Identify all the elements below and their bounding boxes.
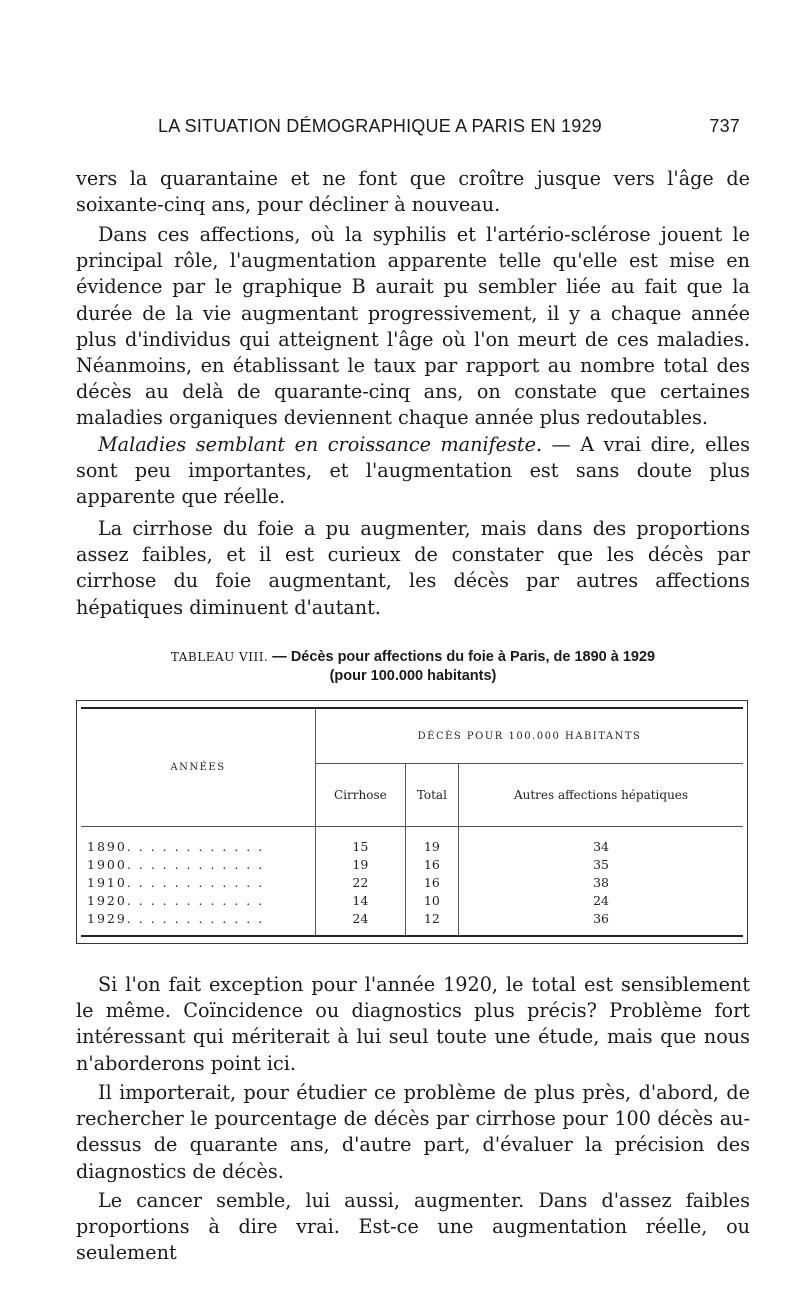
cell-autres: 35	[593, 856, 609, 872]
data-table-frame	[76, 700, 748, 944]
cell-year: 1890. . . . . . . . . . . .	[81, 827, 316, 856]
cell-year: 1910. . . . . . . . . . . .	[81, 873, 316, 891]
cell-total: 16	[405, 873, 458, 891]
cell-autres: 34	[593, 838, 609, 854]
cell-autres: 24	[593, 892, 609, 908]
paragraph-3-text: — A vrai dire, elles sont peu importantes, et l'augmentation est sans doute plus apparente que réelle.	[76, 433, 750, 509]
header-title: LA SITUATION DÉMOGRAPHIQUE A PARIS EN 1929	[158, 116, 602, 136]
paragraph-5: Si l'on fait exception pour l'année 1920, le total est sensiblement le même. Coïncidence ou diagnostics plus précis? Problème fort intéressant qui mériterait à lui seul toute une étude, mais que nous n'aborderons point ici.	[76, 973, 750, 1075]
running-header	[158, 116, 740, 146]
cell-cirrhose: 22	[316, 873, 406, 891]
cell-cirrhose: 15	[316, 827, 406, 856]
cell-cirrhose: 14	[316, 891, 406, 909]
cell-total: 16	[405, 855, 458, 873]
cell-total: 10	[405, 891, 458, 909]
header-total: Total	[405, 764, 458, 827]
table-row	[81, 827, 743, 856]
cell-year: 1920. . . . . . . . . . . .	[81, 891, 316, 909]
header-autres: Autres affections hépatiques	[459, 764, 743, 827]
header-years: ANNÉES	[81, 709, 316, 827]
table-row	[81, 891, 743, 909]
cell-total: 12	[405, 909, 458, 935]
page-number: 737	[709, 116, 740, 136]
paragraph-7: Le cancer semble, lui aussi, augmenter. Dans d'assez faibles proportions à dire vrai. Est-ce une augmentation réelle, ou seulement	[76, 1189, 750, 1265]
cell-autres: 36	[593, 910, 609, 926]
data-table-inner	[81, 707, 743, 937]
cell-total: 19	[405, 827, 458, 856]
data-table	[81, 709, 743, 935]
header-cirrhose: Cirrhose	[316, 764, 406, 827]
table-label: TABLEAU VIII.	[170, 650, 269, 664]
table-caption-text: — Décès pour affections du foie à Paris, de 1890 à 1929	[268, 649, 656, 665]
table-caption	[76, 648, 750, 686]
table-row	[81, 855, 743, 873]
paragraph-3-heading: Maladies semblant en croissance manifeste.	[98, 433, 543, 456]
table-row	[81, 909, 743, 935]
paragraph-1: vers la quarantaine et ne font que croître jusque vers l'âge de soixante-cinq ans, pour décliner à nouveau.	[76, 167, 750, 217]
table-caption-line2: (pour 100.000 habitants)	[329, 668, 497, 684]
cell-autres: 38	[593, 874, 609, 890]
cell-year: 1900. . . . . . . . . . . .	[81, 855, 316, 873]
paragraph-3	[76, 432, 750, 511]
table-row	[81, 873, 743, 891]
cell-year: 1929. . . . . . . . . . . .	[81, 909, 316, 935]
cell-cirrhose: 19	[316, 855, 406, 873]
paragraph-2: Dans ces affections, où la syphilis et l'artério-sclérose jouent le principal rôle, l'augmentation apparente telle qu'elle est mise en évidence par le graphique B aurait pu sembler liée au fait que la durée de la vie augmentant progressivement, il y a chaque année plus d'individus qui atteignent l'âge où l'on meurt de ces maladies. Néanmoins, en établissant le taux par rapport au nombre total des décès au delà de quarante-cinq ans, on constate que certaines maladies organiques deviennent chaque année plus redoutables.	[76, 223, 750, 430]
paragraph-4: La cirrhose du foie a pu augmenter, mais dans des proportions assez faibles, et il est curieux de constater que les décès par cirrhose du foie augmentant, les décès par autres affections hépatiques diminuent d'autant.	[76, 517, 750, 619]
paragraph-6: Il importerait, pour étudier ce problème de plus près, d'abord, de rechercher le pourcentage de décès par cirrhose pour 100 décès au-dessus de quarante ans, d'autre part, d'évaluer la précision des diagnostics de décès.	[76, 1081, 750, 1183]
header-group: DÉCÈS POUR 100.000 HABITANTS	[316, 709, 744, 764]
cell-cirrhose: 24	[316, 909, 406, 935]
